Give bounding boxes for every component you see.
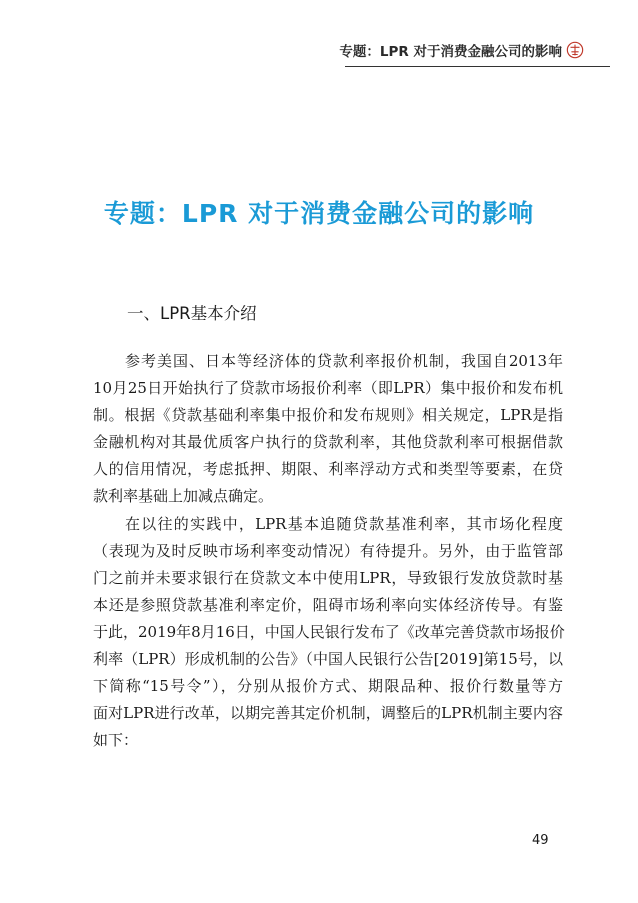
paragraph-line: 参考美国、日本等经济体的贷款利率报价机制，我国自2013年 — [125, 352, 563, 370]
paragraph-line: 金融机构对其最优质客户执行的贷款利率，其他贷款利率可根据借款 — [93, 433, 563, 452]
page-number: 49 — [532, 833, 549, 848]
paragraph-line: 款利率基础上加减点确定。 — [93, 487, 274, 506]
paragraph-line: 制。根据《贷款基础利率集中报价和发布规则》相关规定，LPR是指 — [93, 406, 563, 425]
paragraph-line: 利率（LPR）形成机制的公告》（中国人民银行公告[2019]第15号，以 — [93, 650, 563, 669]
running-header-title: 专题：LPR 对于消费金融公司的影响 — [339, 44, 562, 60]
header-rule — [345, 66, 610, 67]
paragraph-line: 面对LPR进行改革，以期完善其定价机制，调整后的LPR机制主要内容 — [93, 704, 563, 723]
paragraph-line: 在以往的实践中，LPR基本追随贷款基准利率，其市场化程度 — [125, 514, 563, 533]
page-title: 专题：LPR 对于消费金融公司的影响 — [103, 199, 535, 228]
section-heading: 一、LPR基本介绍 — [127, 304, 257, 323]
running-header — [339, 40, 584, 60]
paragraph-1 — [93, 348, 563, 511]
paragraph-line: 人的信用情况，考虑抵押、期限、利率浮动方式和类型等要素，在贷 — [93, 460, 563, 479]
paragraph-line: 门之前并未要求银行在贷款文本中使用LPR，导致银行发放贷款时基 — [93, 568, 563, 587]
paragraph-line: 本还是参照贷款基准利率定价，阻碍市场利率向实体经济传导。有鉴 — [93, 595, 563, 614]
paragraph-line: 10月25日开始执行了贷款市场报价利率（即LPR）集中报价和发布机 — [93, 379, 563, 398]
paragraph-line: 于此，2019年8月16日，中国人民银行发布了《改革完善贷款市场报价 — [93, 622, 565, 641]
paragraph-2 — [93, 511, 563, 755]
seal-logo-icon — [566, 41, 584, 59]
paragraph-line: 如下： — [93, 731, 139, 750]
paragraph-line: （表现为及时反映市场利率变动情况）有待提升。另外，由于监管部 — [93, 541, 563, 560]
body-text — [93, 348, 563, 754]
paragraph-line: 下简称“15号令”），分别从报价方式、期限品种、报价行数量等方 — [93, 677, 563, 696]
